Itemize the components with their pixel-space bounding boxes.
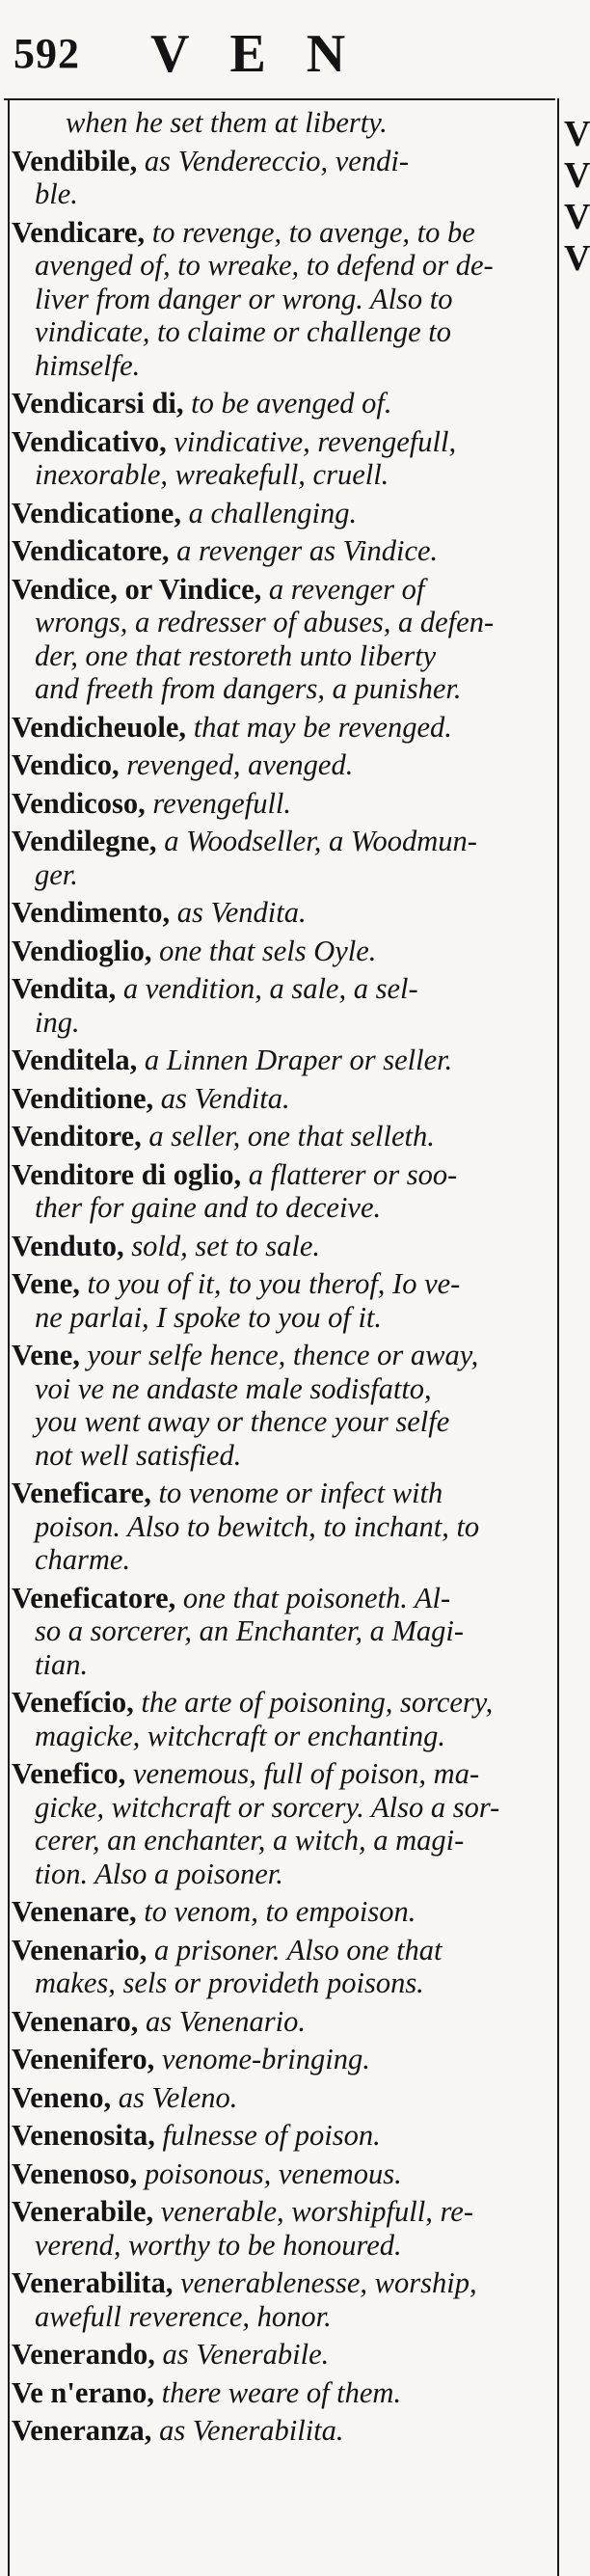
dictionary-entry bbox=[12, 2195, 557, 2262]
entry-headword: Venenaro, bbox=[12, 2004, 139, 2038]
next-column-fragment bbox=[564, 114, 590, 280]
entry-headword: Vene, bbox=[12, 1339, 80, 1371]
dictionary-entry bbox=[12, 1267, 557, 1334]
entry-definition: poisonous, venemous. bbox=[137, 2156, 402, 2190]
entry-headword: Vendimento, bbox=[12, 896, 171, 929]
dictionary-entry bbox=[12, 1339, 557, 1472]
entry-headword: Vendilegne, bbox=[12, 825, 157, 857]
dictionary-entry bbox=[12, 972, 557, 1039]
entry-definition: to venom, to empoison. bbox=[136, 1895, 416, 1928]
dictionary-entry bbox=[12, 2043, 557, 2076]
entry-definition: a flatterer or soo- ther for gaine and to deceive. bbox=[35, 1157, 458, 1224]
entry-definition: a Linnen Draper or seller. bbox=[137, 1044, 453, 1076]
entry-definition: revengefull. bbox=[145, 786, 292, 820]
dictionary-entry bbox=[12, 425, 557, 492]
entry-definition: when he set them at liberty. bbox=[66, 106, 388, 139]
entry-definition: venerable, worshipfull, re- verend, worthy to be honoured. bbox=[35, 2195, 473, 2262]
entry-definition: as Venenario. bbox=[138, 2004, 307, 2038]
entry-definition: a Woodseller, a Woodmun- ger. bbox=[35, 825, 477, 891]
dictionary-entry bbox=[12, 2119, 557, 2153]
column-rule-right bbox=[557, 98, 559, 2576]
next-column-letter: V bbox=[564, 238, 590, 279]
entry-headword: Vendico, bbox=[12, 748, 120, 781]
entry-definition: there weare of them. bbox=[154, 2375, 402, 2409]
entry-headword: Venerabile, bbox=[12, 2195, 154, 2228]
entry-definition: as Vendita. bbox=[170, 896, 307, 929]
entry-definition: to be avenged of. bbox=[183, 387, 392, 420]
entry-headword: Vendicatore, bbox=[12, 534, 170, 567]
entry-definition: vindicative, revengefull, inexorable, wreakefull, cruell. bbox=[35, 424, 457, 491]
running-head: VEN bbox=[150, 24, 387, 84]
dictionary-entry bbox=[12, 145, 557, 211]
dictionary-entry bbox=[12, 573, 557, 706]
dictionary-entry bbox=[12, 896, 557, 930]
entry-headword: Veneno, bbox=[12, 2080, 112, 2114]
entry-headword: Venerabilita, bbox=[12, 2266, 174, 2299]
entry-headword: Vene, bbox=[12, 1267, 80, 1300]
page-number: 592 bbox=[13, 30, 80, 77]
dictionary-entry bbox=[12, 748, 557, 782]
entry-definition: that may be revenged. bbox=[186, 710, 452, 744]
entry-headword: Venerando, bbox=[12, 2338, 155, 2371]
next-column-letter: V bbox=[564, 114, 590, 154]
dictionary-entry bbox=[12, 2266, 557, 2333]
entry-definition: a prisoner. Also one that makes, sels or provideth poisons. bbox=[35, 1933, 442, 1999]
dictionary-entry bbox=[12, 1757, 557, 1890]
entry-definition: venerablenesse, worship, awefull reverence, honor. bbox=[35, 2266, 477, 2333]
dictionary-entry bbox=[12, 534, 557, 568]
entry-headword: Vendice, or Vindice, bbox=[12, 572, 262, 606]
entry-headword: Venditione, bbox=[12, 1081, 154, 1115]
dictionary-entry bbox=[12, 2081, 557, 2115]
entry-headword: Vendicarsi di, bbox=[12, 387, 184, 420]
dictionary-entry bbox=[12, 1686, 557, 1752]
entry-headword: Venenosita, bbox=[12, 2119, 155, 2152]
entry-headword: Venefico, bbox=[12, 1757, 126, 1790]
entry-definition: as Vendita. bbox=[153, 1081, 290, 1115]
entry-definition: as Veleno. bbox=[111, 2080, 238, 2114]
entry-headword: Vendibile, bbox=[12, 144, 138, 177]
dictionary-entry bbox=[12, 1582, 557, 1682]
dictionary-entry bbox=[12, 497, 557, 530]
entry-headword: Vendicativo, bbox=[12, 424, 167, 458]
dictionary-entry bbox=[12, 2157, 557, 2191]
entry-headword: Venefício, bbox=[12, 1686, 134, 1719]
entry-headword: Veneficare, bbox=[12, 1477, 151, 1509]
dictionary-entry bbox=[12, 825, 557, 891]
entry-headword: Vendioglio, bbox=[12, 934, 152, 967]
next-column-letter: V bbox=[564, 155, 590, 196]
entry-headword: Vendicoso, bbox=[12, 786, 146, 820]
entry-definition: a vendition, a sale, a sel- ing. bbox=[35, 972, 418, 1039]
entry-definition: a revenger of wrongs, a redresser of abuses, a defen- der, one that restoreth unto liberty and freeth from dangers, a punisher. bbox=[35, 572, 495, 705]
entry-headword: Vendicare, bbox=[12, 215, 146, 249]
entry-headword: Venenifero, bbox=[12, 2043, 155, 2075]
entry-headword: Venduto, bbox=[12, 1229, 124, 1262]
entry-headword: Veneranza, bbox=[12, 2414, 152, 2447]
dictionary-entry bbox=[12, 1477, 557, 1577]
dictionary-entry bbox=[12, 711, 557, 745]
entry-headword: Vendicatione, bbox=[12, 496, 181, 529]
dictionary-entry bbox=[12, 1120, 557, 1153]
dictionary-entry bbox=[12, 387, 557, 420]
entry-definition: fulnesse of poison. bbox=[154, 2119, 381, 2152]
entry-definition: sold, set to sale. bbox=[123, 1229, 321, 1262]
entry-definition: one that poisoneth. Al- so a sorcerer, an Enchanter, a Magi- tian. bbox=[35, 1581, 465, 1681]
header-rule bbox=[4, 98, 555, 100]
entry-headword: Venditore di oglio, bbox=[12, 1157, 242, 1191]
dictionary-entry bbox=[12, 1934, 557, 2000]
entry-definition: as Venerabile. bbox=[154, 2338, 330, 2371]
entry-headword: Venenario, bbox=[12, 1933, 148, 1966]
dictionary-entry bbox=[12, 106, 557, 140]
entry-definition: a challenging. bbox=[180, 496, 358, 529]
dictionary-entry bbox=[12, 1044, 557, 1077]
entry-definition: venemous, full of poison, ma- gicke, witchcraft or sorcery. Also a sor- cerer, an enchanter, a witch, a magi- tion. Also a poisoner. bbox=[35, 1757, 500, 1890]
page-header bbox=[6, 14, 565, 89]
dictionary-entry bbox=[12, 1230, 557, 1263]
dictionary-entry bbox=[12, 2414, 557, 2448]
entry-definition: one that sels Oyle. bbox=[151, 934, 377, 967]
dictionary-entry bbox=[12, 2376, 557, 2410]
dictionary-entry bbox=[12, 935, 557, 968]
entry-definition: as Vendereccio, vendi- ble. bbox=[35, 144, 409, 210]
dictionary-entry bbox=[12, 1158, 557, 1225]
entry-headword: Veneficatore, bbox=[12, 1581, 176, 1614]
dictionary-entry bbox=[12, 1895, 557, 1929]
entry-list bbox=[12, 106, 557, 2453]
entry-definition: to venome or infect with poison. Also to bewitch, to inchant, to charme. bbox=[35, 1477, 480, 1576]
dictionary-entry bbox=[12, 2005, 557, 2039]
entry-headword: Vendita, bbox=[12, 972, 117, 1005]
next-column-letter: V bbox=[564, 197, 590, 237]
entry-definition: to you of it, to you therof, Io ve- ne parlai, I spoke to you of it. bbox=[35, 1267, 461, 1334]
dictionary-entry bbox=[12, 216, 557, 383]
entry-headword: Venenoso, bbox=[12, 2156, 138, 2190]
entry-headword: Vendicheuole, bbox=[12, 710, 187, 744]
dictionary-entry bbox=[12, 787, 557, 821]
entry-headword: Venditore, bbox=[12, 1120, 142, 1152]
entry-headword: Venenare, bbox=[12, 1895, 137, 1928]
entry-definition: revenged, avenged. bbox=[119, 748, 354, 781]
entry-headword: Venditela, bbox=[12, 1044, 138, 1076]
entry-definition: the arte of poisoning, sorcery, magicke, witchcraft or enchanting. bbox=[35, 1686, 494, 1752]
entry-definition: a revenger as Vindice. bbox=[169, 534, 439, 567]
dictionary-entry bbox=[12, 1082, 557, 1116]
entry-definition: your selfe hence, thence or away, voi ve ne andaste male sodisfatto, you went away or thence your selfe not well satisfied. bbox=[35, 1339, 479, 1472]
entry-definition: as Venerabilita. bbox=[151, 2414, 344, 2447]
entry-definition: to revenge, to avenge, to be avenged of, to wreake, to defend or de- liver from danger or wrong. Also to vindicate, to claime or challenge to himselfe. bbox=[35, 215, 494, 382]
dictionary-entry bbox=[12, 2338, 557, 2372]
entry-headword: Ve n'erano, bbox=[12, 2375, 154, 2409]
column-rule-left bbox=[8, 98, 10, 2576]
entry-definition: a seller, one that selleth. bbox=[141, 1120, 435, 1152]
entry-definition: venome-bringing. bbox=[154, 2043, 370, 2075]
